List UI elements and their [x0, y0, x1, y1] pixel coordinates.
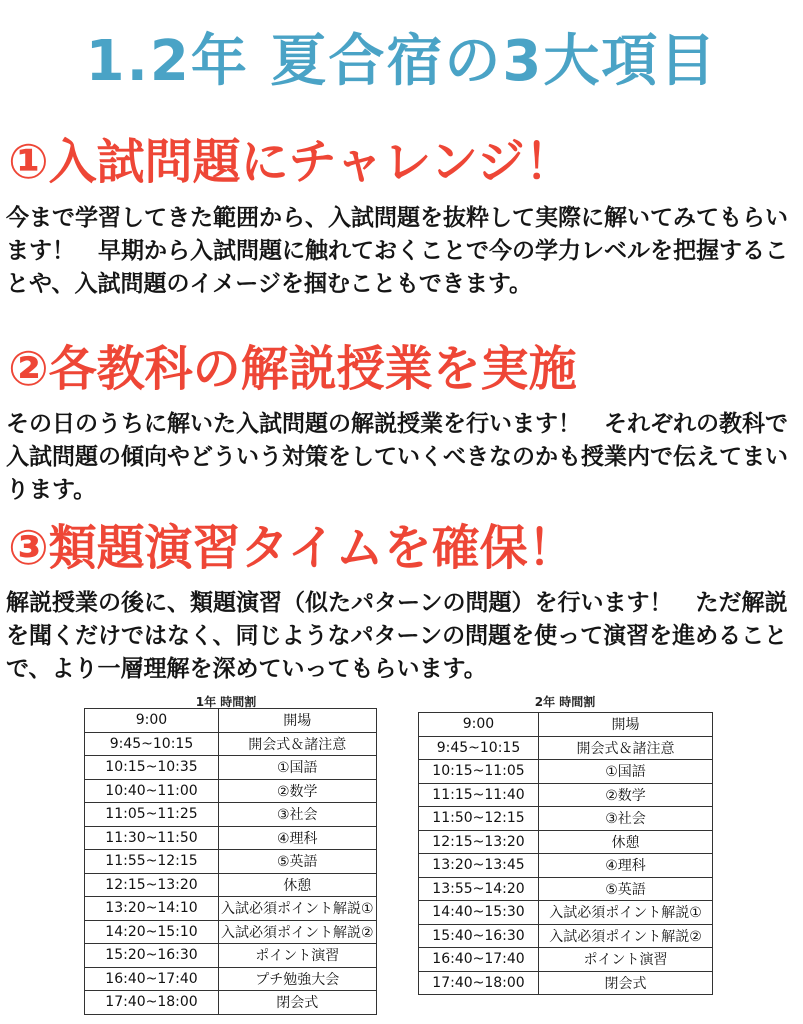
- time-cell: 17:40~18:00: [85, 991, 219, 1015]
- table-row: [419, 901, 713, 925]
- event-cell: 休憩: [539, 830, 713, 854]
- table-row: [85, 873, 377, 897]
- event-cell: ②数学: [539, 783, 713, 807]
- event-cell: ④理科: [219, 826, 377, 850]
- table-row: [85, 967, 377, 991]
- time-cell: 10:15~11:05: [419, 760, 539, 784]
- time-cell: 16:40~17:40: [419, 948, 539, 972]
- event-cell: プチ勉強大会: [219, 967, 377, 991]
- event-cell: 入試必須ポイント解説②: [539, 924, 713, 948]
- table-row: [419, 924, 713, 948]
- table-row: [85, 779, 377, 803]
- time-cell: 12:15~13:20: [85, 873, 219, 897]
- event-cell: ポイント演習: [219, 944, 377, 968]
- time-cell: 11:30~11:50: [85, 826, 219, 850]
- section-heading-lecture: ②各教科の解説授業を実施: [8, 341, 577, 397]
- table-row: [419, 760, 713, 784]
- event-cell: 開会式＆諸注意: [219, 732, 377, 756]
- timetable-caption-year1: 1年 時間割: [195, 695, 257, 709]
- event-cell: ①国語: [539, 760, 713, 784]
- table-row: [419, 736, 713, 760]
- section-heading-challenge: ①入試問題にチャレンジ！: [8, 134, 573, 190]
- table-row: [85, 944, 377, 968]
- time-cell: 13:55~14:20: [419, 877, 539, 901]
- table-row: [85, 732, 377, 756]
- event-cell: 入試必須ポイント解説②: [219, 920, 377, 944]
- time-cell: 9:45~10:15: [85, 732, 219, 756]
- event-cell: 開場: [219, 709, 377, 733]
- table-row: [419, 713, 713, 737]
- time-cell: 9:45~10:15: [419, 736, 539, 760]
- event-cell: ①国語: [219, 756, 377, 780]
- event-cell: 開会式＆諸注意: [539, 736, 713, 760]
- event-cell: 入試必須ポイント解説①: [219, 897, 377, 921]
- event-cell: ⑤英語: [539, 877, 713, 901]
- time-cell: 11:55~12:15: [85, 850, 219, 874]
- time-cell: 13:20~13:45: [419, 854, 539, 878]
- time-cell: 12:15~13:20: [419, 830, 539, 854]
- table-row: [419, 807, 713, 831]
- event-cell: 休憩: [219, 873, 377, 897]
- event-cell: ポイント演習: [539, 948, 713, 972]
- event-cell: 入試必須ポイント解説①: [539, 901, 713, 925]
- table-row: [85, 756, 377, 780]
- table-row: [419, 854, 713, 878]
- time-cell: 9:00: [419, 713, 539, 737]
- event-cell: ③社会: [539, 807, 713, 831]
- event-cell: ④理科: [539, 854, 713, 878]
- time-cell: 9:00: [85, 709, 219, 733]
- table-row: [85, 803, 377, 827]
- table-row: [419, 877, 713, 901]
- time-cell: 16:40~17:40: [85, 967, 219, 991]
- table-row: [85, 709, 377, 733]
- event-cell: ⑤英語: [219, 850, 377, 874]
- time-cell: 11:50~12:15: [419, 807, 539, 831]
- event-cell: 開場: [539, 713, 713, 737]
- time-cell: 11:15~11:40: [419, 783, 539, 807]
- event-cell: ③社会: [219, 803, 377, 827]
- time-cell: 10:15~10:35: [85, 756, 219, 780]
- time-cell: 17:40~18:00: [419, 971, 539, 995]
- time-cell: 15:40~16:30: [419, 924, 539, 948]
- event-cell: 閉会式: [539, 971, 713, 995]
- table-row: [85, 991, 377, 1015]
- time-cell: 14:40~15:30: [419, 901, 539, 925]
- time-cell: 14:20~15:10: [85, 920, 219, 944]
- time-cell: 13:20~14:10: [85, 897, 219, 921]
- time-cell: 11:05~11:25: [85, 803, 219, 827]
- table-row: [85, 850, 377, 874]
- section-body-practice: 解説授業の後に、類題演習（似たパターンの問題）を行います！ ただ解説を聞くだけではなく、同じようなパターンの問題を使って演習を進めることで、より一層理解を深めていってもらいます。: [6, 590, 788, 682]
- page-title: 1.2年 夏合宿の3大項目: [85, 29, 718, 94]
- table-row: [419, 948, 713, 972]
- section-body-challenge: 今まで学習してきた範囲から、入試問題を抜粋して実際に解いてみてもらいます！ 早期から入試問題に触れておくことで今の学力レベルを把握することや、入試問題のイメージを掴むこともできます。: [6, 205, 788, 297]
- timetable-caption-year2: 2年 時間割: [534, 695, 596, 709]
- table-row: [85, 897, 377, 921]
- table-row: [419, 971, 713, 995]
- timetable-year2: [418, 712, 713, 995]
- section-heading-practice: ③類題演習タイムを確保！: [8, 520, 576, 576]
- event-cell: 閉会式: [219, 991, 377, 1015]
- table-row: [85, 920, 377, 944]
- table-row: [419, 783, 713, 807]
- time-cell: 15:20~16:30: [85, 944, 219, 968]
- table-row: [419, 830, 713, 854]
- time-cell: 10:40~11:00: [85, 779, 219, 803]
- timetable-year1: [84, 708, 377, 1015]
- table-row: [85, 826, 377, 850]
- section-body-lecture: その日のうちに解いた入試問題の解説授業を行います！ それぞれの教科で入試問題の傾向やどういう対策をしていくべきなのかも授業内で伝えてまいります。: [6, 411, 788, 503]
- event-cell: ②数学: [219, 779, 377, 803]
